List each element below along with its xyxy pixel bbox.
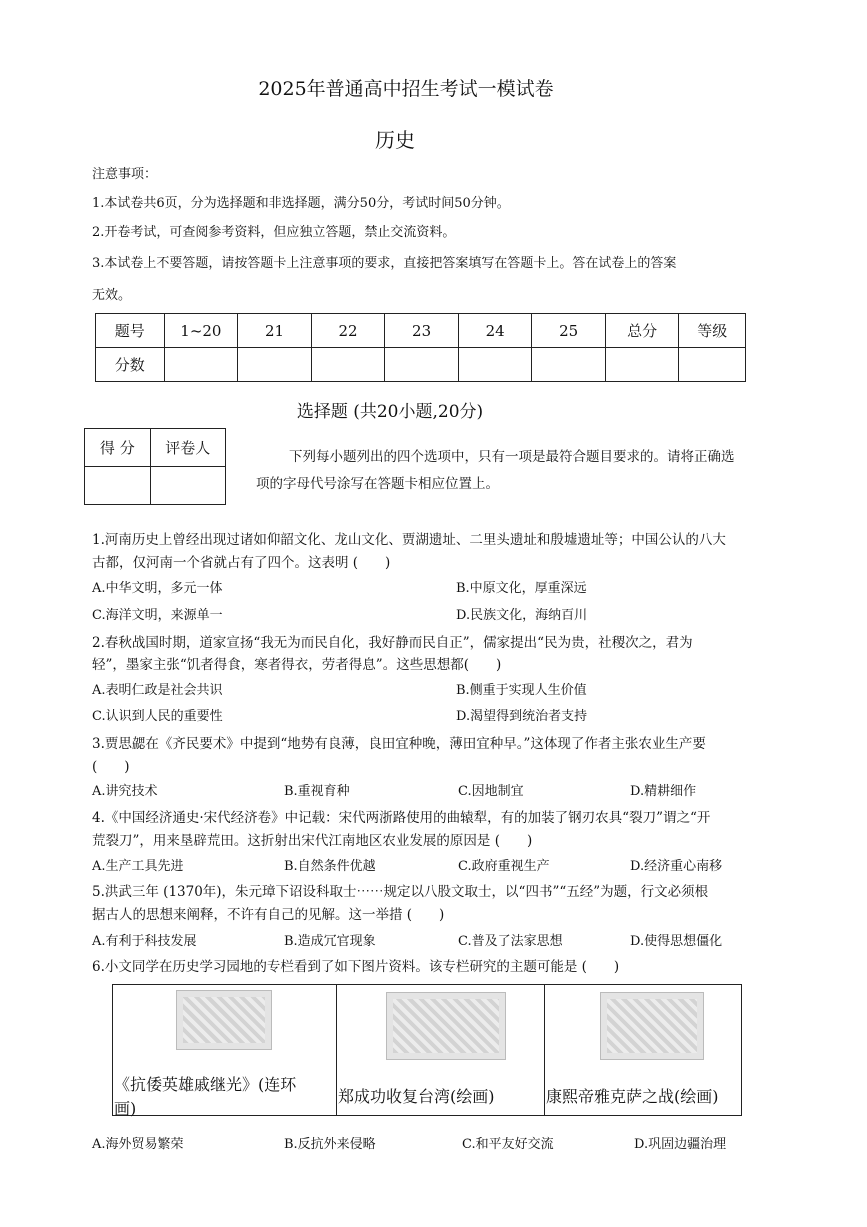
q3-option-a: A.讲究技术 [92,784,158,799]
q5-option-d: D.使得思想僵化 [630,934,723,949]
q6-option-a: A.海外贸易繁荣 [92,1137,184,1152]
score-cell [458,348,532,382]
q4-option-b: B.自然条件优越 [284,859,376,874]
q6-caption-1: 《抗倭英雄戚继光》(连环 [114,1075,297,1094]
question-1-line-2: 古都，仅河南一个省就占有了四个。这表明 ( ) [92,555,391,571]
q4-option-d: D.经济重心南移 [630,859,723,874]
score-cell [238,348,312,382]
score-table-header: 题号 [96,314,165,348]
q2-option-b: B.侧重于实现人生价值 [456,683,587,698]
q5-option-c: C.普及了法家思想 [458,934,563,949]
note-item-2: 2.开卷考试，可查阅参考资料，但应独立答题，禁止交流资料。 [92,225,456,240]
qi-jiguang-comic-image [176,990,272,1050]
q6-caption-1-cont: 画) [114,1099,137,1118]
q2-option-d: D.渴望得到统治者支持 [456,709,588,724]
q6-option-c: C.和平友好交流 [462,1137,554,1152]
score-table-header: 21 [238,314,312,348]
q3-option-b: B.重视育种 [284,784,350,799]
score-table-header: 24 [458,314,532,348]
question-5-line-2: 据古人的思想来阐释，不许有自己的见解。这一举措 ( ) [92,907,445,923]
grader-header-score: 得 分 [85,429,151,467]
notes-heading: 注意事项： [92,167,158,182]
section-title: 选择题 (共20小题,20分) [296,402,484,422]
q5-option-b: B.造成冗官现象 [284,934,376,949]
score-cell [532,348,606,382]
q6-option-b: B.反抗外来侵略 [284,1137,376,1152]
score-table [95,313,746,382]
question-4-line-1: 4.《中国经济通史·宋代经济卷》中记载：宋代两浙路使用的曲辕犁，有的加装了钢刃农具“裂刀”谓之“开 [92,810,711,826]
score-cell [679,348,746,382]
q6-option-d: D.巩固边疆治理 [634,1137,727,1152]
q4-option-c: C.政府重视生产 [458,859,550,874]
score-cell [385,348,459,382]
q2-option-a: A.表明仁政是社会共识 [92,683,223,698]
q3-option-c: C.因地制宜 [458,784,524,799]
note-item-3-cont: 无效。 [92,288,132,303]
score-table-header: 22 [311,314,385,348]
score-table-header: 等级 [679,314,746,348]
question-3-line-1: 3.贾思勰在《齐民要术》中提到“地势有良薄，良田宜种晚，薄田宜种早。”这体现了作者主张农业生产要 [92,736,706,752]
q4-option-a: A.生产工具先进 [92,859,184,874]
score-table-header: 23 [385,314,459,348]
question-1-line-1: 1.河南历史上曾经出现过诸如仰韶文化、龙山文化、贾湖遗址、二里头遗址和殷墟遗址等；中国公认的八大 [92,532,726,548]
q3-option-d: D.精耕细作 [630,784,697,799]
grader-table [84,428,226,505]
grader-header-reviewer: 评卷人 [150,429,225,467]
note-item-3: 3.本试卷上不要答题，请按答题卡上注意事项的要求，直接把答案填写在答题卡上。答在试卷上的答案 [92,256,677,271]
score-table-header: 1~20 [164,314,238,348]
note-item-1: 1.本试卷共6页，分为选择题和非选择题，满分50分，考试时间50分钟。 [92,196,510,211]
grader-cell [85,467,151,505]
score-table-header: 25 [532,314,606,348]
section-instruction-2: 项的字母代号涂写在答题卡相应位置上。 [256,476,499,492]
q6-caption-3: 康熙帝雅克萨之战(绘画) [546,1087,719,1106]
zheng-chenggong-painting-image [386,992,506,1060]
score-cell [605,348,678,382]
q2-option-c: C.认识到人民的重要性 [92,709,223,724]
question-3-line-2: ( ) [92,759,130,775]
grader-cell [150,467,225,505]
yakesa-battle-painting-image [600,992,704,1060]
subject-title: 历史 [375,128,415,152]
section-instruction-1: 下列每小题列出的四个选项中，只有一项是最符合题目要求的。请将正确选 [289,449,735,465]
score-cell [164,348,238,382]
q1-option-a: A.中华文明，多元一体 [92,581,223,596]
question-4-line-2: 荒裂刀”，用来垦辟荒田。这折射出宋代江南地区农业发展的原因是 ( ) [92,833,533,849]
q1-option-b: B.中原文化，厚重深远 [456,581,587,596]
exam-title: 2025年普通高中招生考试一模试卷 [258,78,554,100]
q6-caption-2: 郑成功收复台湾(绘画) [338,1087,495,1106]
score-cell [311,348,385,382]
question-2-line-2: 轻”，墨家主张“饥者得食，寒者得衣，劳者得息”。这些思想都( ) [92,657,502,673]
q5-option-a: A.有利于科技发展 [92,934,197,949]
score-table-header: 总分 [605,314,678,348]
q1-option-c: C.海洋文明，来源单一 [92,608,223,623]
question-2-line-1: 2.春秋战国时期，道家宣扬“我无为而民自化，我好静而民自正”，儒家提出“民为贵，社稷次之，君为 [92,635,693,651]
score-row-label: 分数 [96,348,165,382]
q1-option-d: D.民族文化，海纳百川 [456,608,588,623]
question-5-line-1: 5.洪武三年 (1370年)，朱元璋下诏设科取士⋯⋯规定以八股文取士，以“四书”“五经”为题，行文必须根 [92,884,709,900]
question-6-line-1: 6.小文同学在历史学习园地的专栏看到了如下图片资料。该专栏研究的主题可能是 ( ) [92,959,620,975]
